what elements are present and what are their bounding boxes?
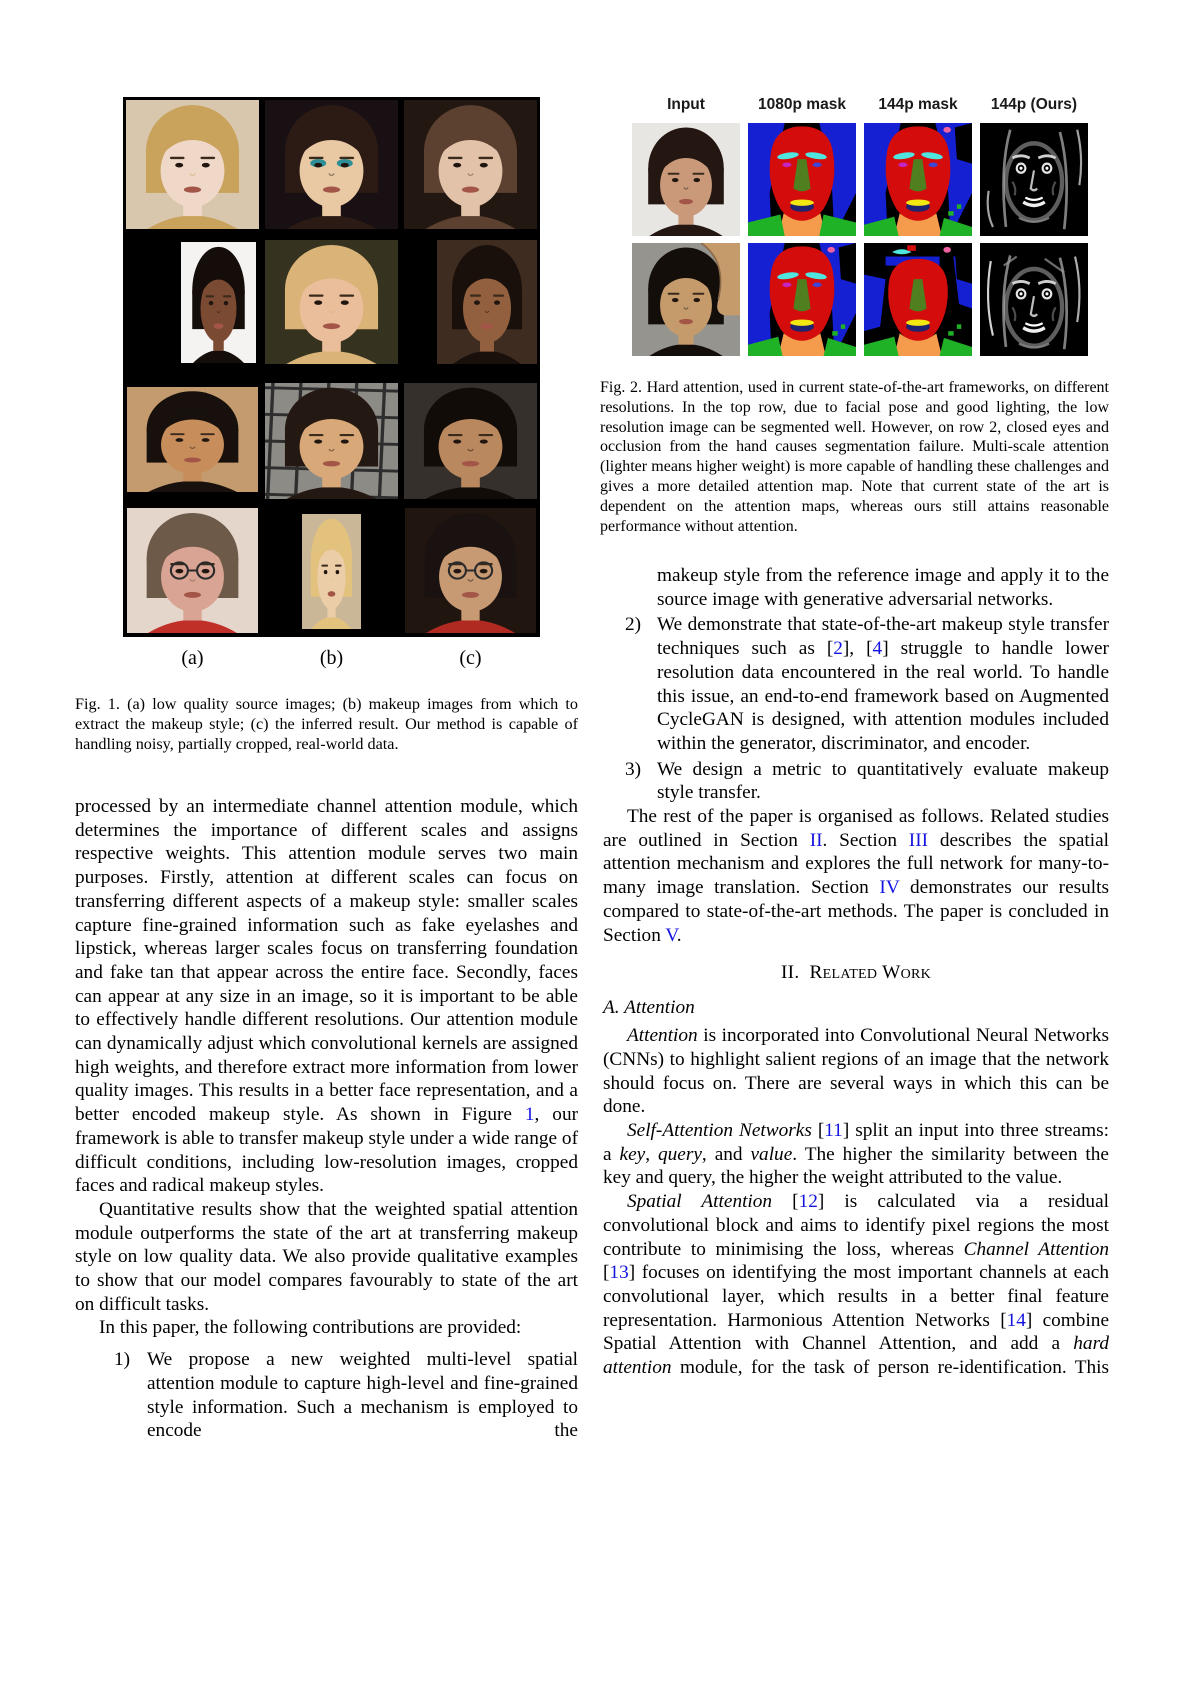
- text-segment: describes the spatial attention mechanism and explores the full network for many-to-many image translation. Section: [603, 829, 1110, 899]
- contribution-item-3: [603, 758, 1109, 805]
- figure2-segmentation-mask: [748, 243, 856, 356]
- text-segment: . The higher the similarity between the key and query, the higher the weight attributed to the value.: [603, 1143, 1109, 1189]
- contribution-item-1: [75, 1348, 578, 1443]
- text-segment: value: [750, 1143, 793, 1165]
- figure2-label-input: Input: [667, 96, 705, 113]
- text-segment: processed by an intermediate channel attention module, which determines the importance of different scales and assigns respective weights. This attention module serves two main purposes. Firstly, attention at different scales can focus on transferring different aspects of a makeup style: smaller scales capture fine-grained information such as fake eyelashes and lipstick, whereas larger scales focus on transferring foundation and fake tan that appear across the entire face. Secondly, faces can appear at any size in an image, so it is important to be able to effectively handle different resolutions. Our attention module can dynamically adjust which convolutional kernels are assigned high weights, and therefore extract more information from lower quality images. This results in a better face representation, and a better encoded makeup style. As shown in Figure: [75, 796, 578, 1126]
- figure1-column-labels: [123, 645, 540, 671]
- left-column: [75, 795, 578, 1443]
- ref-link[interactable]: IV: [879, 877, 900, 899]
- text-segment: makeup style from the reference image and apply it to the source image with generative adversarial networks.: [657, 565, 1109, 610]
- figure1-face-image: [123, 232, 262, 367]
- ref-link[interactable]: 12: [798, 1191, 818, 1213]
- figure2-image-grid: [632, 123, 1088, 356]
- figure2-label-1080p-mask: 1080p mask: [758, 96, 846, 113]
- figure1-label-b: (b): [319, 647, 344, 669]
- paragraph-self-attention: [603, 1119, 1109, 1190]
- figure1-face-image: [401, 232, 540, 367]
- text-segment: Channel Attention: [963, 1238, 1109, 1260]
- text-segment: A. Attention: [603, 997, 695, 1019]
- figure1-face-image: [262, 97, 401, 232]
- text-segment: query: [658, 1143, 702, 1165]
- figure2-column-labels: [632, 96, 1088, 114]
- figure2-label-144p-mask: 144p mask: [878, 96, 958, 113]
- figure1-label-a: (a): [181, 647, 204, 669]
- figure2: [632, 96, 1088, 356]
- figure2-attention-map: [980, 243, 1088, 356]
- figure1-label-c: (c): [459, 647, 482, 669]
- figure2-input-photo: [632, 243, 740, 356]
- figure1-face-image: [123, 97, 262, 232]
- figure2-segmentation-mask: [864, 123, 972, 236]
- text-segment: key: [619, 1143, 646, 1165]
- text-segment: ] struggle to handle lower resolution data encountered in the real world. To handle this issue, an end-to-end framework based on Augmented CycleGAN is designed, with attention modules included within the generator, discriminator, and encoder.: [657, 638, 1109, 754]
- paragraph-paper-organisation: [603, 805, 1109, 947]
- text-segment: ,: [645, 1143, 658, 1165]
- ref-link[interactable]: V: [665, 924, 677, 946]
- text-segment: Quantitative results show that the weighted spatial attention module outperforms the state of the art at transferring makeup style on low quality data. We also provide qualitative examples to show that our model compares favourably to state of the art on difficult tasks.: [75, 1198, 578, 1315]
- figure2-caption: Fig. 2. Hard attention, used in current state-of-the-art frameworks, on different resolutions. In the top row, due to facial pose and good lighting, the low resolution image can be segmented well. However, on row 2, closed eyes and occlusion from the hand causes segmentation failure. Multi-scale attention (lighter means higher weight) is more capable of handling these challenges and gives a more detailed attention map. Note that current state of the art is dependent on the attention maps, whereas ours still attains reasonable performance without attention.: [600, 379, 1109, 535]
- paragraph-quantitative: [75, 1198, 578, 1317]
- text-segment: ] focuses on identifying the most important channels at each convolutional layer, which results in a better final feature representation. Harmonious Attention Networks [: [603, 1262, 1109, 1331]
- list-item-text: [147, 1348, 578, 1443]
- text-segment: II.: [780, 962, 810, 984]
- contribution-item-1-continuation: [603, 564, 1109, 611]
- text-segment: hard attention: [603, 1333, 1109, 1379]
- text-segment: Attention: [627, 1025, 698, 1047]
- figure1-face-image: [401, 97, 540, 232]
- figure1-face-image: [401, 502, 540, 637]
- text-segment: . Section: [822, 829, 909, 851]
- paragraph-attention: [603, 1024, 1109, 1119]
- paragraph-intro-continuation: [75, 795, 578, 1198]
- contribution-item-2: [603, 613, 1109, 755]
- ref-link[interactable]: 14: [1006, 1309, 1026, 1331]
- ref-link[interactable]: 4: [872, 638, 883, 660]
- subsection-a-heading: [603, 996, 1109, 1020]
- text-segment: [: [811, 1120, 825, 1142]
- text-segment: .: [676, 924, 682, 946]
- ref-link[interactable]: 2: [833, 638, 843, 660]
- text-segment: The rest of the paper is organised as follows. Related studies are outlined in Section: [603, 806, 1109, 851]
- paragraph-contributions-lead: [75, 1316, 578, 1340]
- text-segment: In this paper, the following contributions are provided:: [99, 1317, 522, 1339]
- text-segment: ], [: [842, 638, 873, 660]
- text-segment: , and: [701, 1143, 751, 1165]
- list-number: 3): [625, 758, 642, 780]
- ref-link[interactable]: III: [908, 829, 929, 851]
- ref-link[interactable]: 11: [824, 1120, 843, 1142]
- figure1-face-image: [123, 367, 262, 502]
- text-segment: Self-Attention Networks: [627, 1120, 812, 1142]
- figure1-caption: Fig. 1. (a) low quality source images; (b) makeup images from which to extract the makeup style; (c) the inferred result. Our method is capable of handling noisy, partially cropped, real-world data.: [75, 695, 578, 753]
- figure2-segmentation-mask: [864, 243, 972, 356]
- ref-link[interactable]: II: [809, 829, 823, 851]
- text-segment: Related Work: [809, 962, 932, 984]
- text-segment: is incorporated into Convolutional Neural Networks (CNNs) to highlight salient regions of an image that the network should focus on. There are several ways in which this can be done.: [603, 1025, 1109, 1118]
- section-ii-heading: [603, 960, 1109, 986]
- list-number: 1): [114, 1349, 131, 1371]
- text-segment: Spatial Attention: [627, 1191, 773, 1213]
- text-segment: We demonstrate that state-of-the-art makeup style transfer techniques such as [: [657, 614, 1109, 660]
- figure1-face-image: [262, 367, 401, 502]
- text-segment: ] is calculated via a residual convolutional block and aims to identify pixel regions the most contribute to minimising the loss, whereas: [603, 1191, 1109, 1260]
- figure1-face-image: [401, 367, 540, 502]
- figure1-image-grid: [123, 97, 540, 637]
- list-item-text: [657, 758, 1109, 805]
- figure2-segmentation-mask: [748, 123, 856, 236]
- figure2-label-144p-ours: 144p (Ours): [990, 96, 1078, 113]
- text-segment: ] split an input into three streams: a: [603, 1120, 1109, 1165]
- ref-link[interactable]: 1: [524, 1104, 535, 1126]
- list-item-text: [657, 613, 1109, 755]
- text-segment: ] combine Spatial Attention with Channel Attention, and add a: [603, 1309, 1109, 1355]
- text-segment: demonstrates our results compared to state-of-the-art methods. The paper is concluded in Section: [603, 877, 1109, 946]
- list-number: 2): [625, 614, 642, 636]
- figure1-face-image: [262, 232, 401, 367]
- figure1-face-image: [262, 502, 401, 637]
- figure2-attention-map: [980, 123, 1088, 236]
- list-item-text: [657, 564, 1109, 611]
- text-segment: [: [603, 1262, 610, 1284]
- paragraph-spatial-attention: [603, 1190, 1109, 1380]
- right-column: [603, 562, 1109, 1380]
- ref-link[interactable]: 13: [609, 1262, 629, 1284]
- text-segment: We propose a new weighted multi-level spatial attention module to capture high-level and fine-grained style information. Such a mechanism is employed to encode the: [147, 1349, 578, 1442]
- figure1-face-image: [123, 502, 262, 637]
- text-segment: [: [772, 1191, 799, 1213]
- text-segment: module, for the task of person re-identification. This: [671, 1357, 1109, 1379]
- text-segment: We design a metric to quantitatively evaluate makeup style transfer.: [657, 758, 1109, 804]
- figure2-input-photo: [632, 123, 740, 236]
- text-segment: , our framework is able to transfer makeup style under a wide range of difficult conditions, including low-resolution images, cropped faces and radical makeup styles.: [75, 1104, 579, 1197]
